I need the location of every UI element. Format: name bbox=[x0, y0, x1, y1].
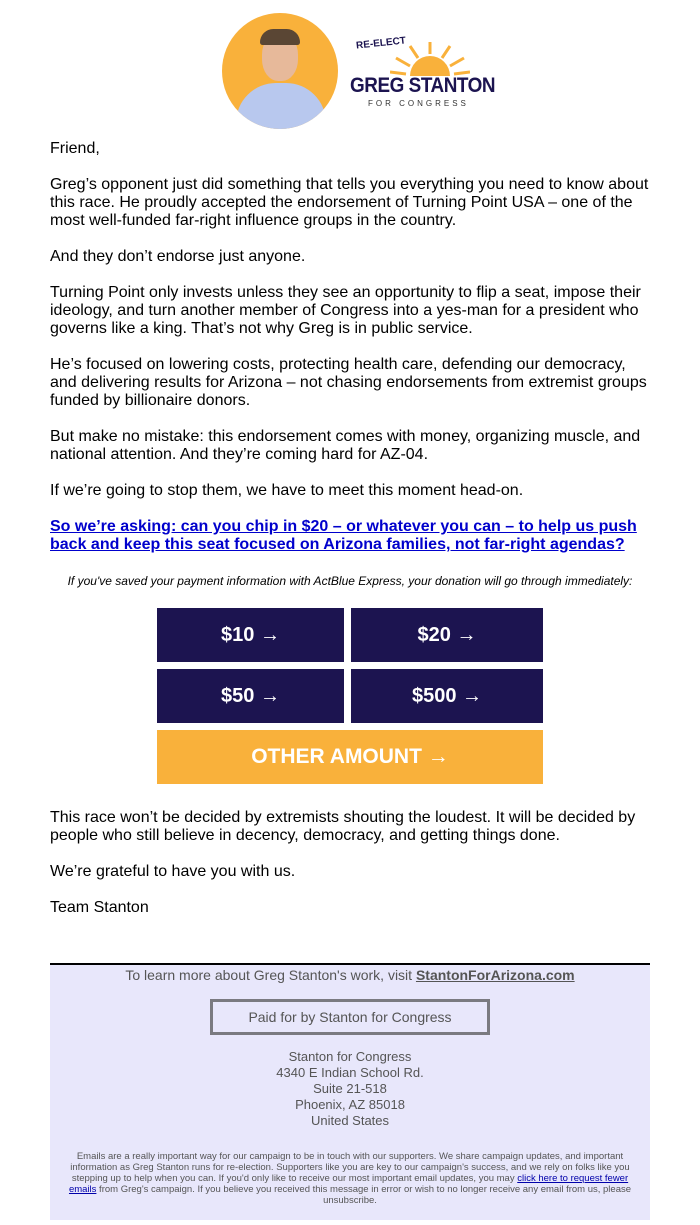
donate-other-amount-button[interactable]: OTHER AMOUNT → bbox=[157, 730, 543, 784]
paragraph: And they don’t endorse just anyone. bbox=[50, 248, 306, 265]
fine-print-text: Emails are a really important way for our campaign to be in touch with our supporters. We share campaign updates, and important information as Greg Stanton runs for re-election. Supporters like you are key to our campaign's success, and we rely on folks like you stepping up to help when you can. If you'd only like to receive our most important email updates, you may bbox=[70, 1151, 630, 1184]
donate-50-button[interactable]: $50 → bbox=[157, 669, 344, 723]
address-line: Suite 21-518 bbox=[313, 1081, 387, 1096]
donation-buttons bbox=[157, 608, 543, 784]
fine-print bbox=[60, 1151, 640, 1206]
sun-icon bbox=[390, 42, 470, 76]
email-body bbox=[0, 140, 700, 917]
address-line: United States bbox=[310, 1113, 390, 1128]
logo-re-elect: RE-ELECT bbox=[355, 35, 407, 52]
address-line: 4340 E Indian School Rd. bbox=[276, 1065, 424, 1080]
address-line: Phoenix, AZ 85018 bbox=[295, 1097, 405, 1112]
logo-subtitle: FOR CONGRESS bbox=[368, 99, 469, 108]
mailing-address bbox=[60, 1049, 640, 1129]
learn-more-text: To learn more about Greg Stanton's work, visit bbox=[125, 967, 416, 983]
fewer-emails-link[interactable]: click here to request fewer emails bbox=[68, 1173, 629, 1195]
paragraph: Turning Point only invests unless they see an opportunity to flip a seat, impose their ideology, and turn another member of Congress into a yes-man for a president who governs like a king. That’s not why Greg is in public service. bbox=[50, 284, 641, 337]
greeting: Friend, bbox=[50, 140, 100, 157]
paragraph: But make no mistake: this endorsement comes with money, organizing muscle, and national attention. And they’re coming hard for AZ-04. bbox=[50, 428, 641, 463]
paid-for-disclaimer: Paid for by Stanton for Congress bbox=[210, 999, 490, 1035]
signature: Team Stanton bbox=[50, 899, 149, 916]
paragraph: He’s focused on lowering costs, protecting health care, defending our democracy, and delivering results for Arizona – not chasing endorsements from extremist groups funded by billionaire donors. bbox=[50, 356, 647, 409]
candidate-photo bbox=[222, 13, 338, 129]
paragraph: If we’re going to stop them, we have to meet this moment head-on. bbox=[50, 482, 524, 499]
paragraph: We’re grateful to have you with us. bbox=[50, 863, 296, 880]
fine-print-text: from Greg's campaign. If you believe you received this message in error or wish to no longer receive any email from us, please unsubscribe. bbox=[96, 1184, 632, 1206]
donate-20-button[interactable]: $20 → bbox=[351, 608, 543, 662]
address-line: Stanton for Congress bbox=[288, 1049, 412, 1064]
actblue-express-note: If you've saved your payment information with ActBlue Express, your donation will go through immediately: bbox=[67, 574, 633, 588]
paragraph: This race won’t be decided by extremists shouting the loudest. It will be decided by people who still believe in decency, democracy, and getting things done. bbox=[50, 809, 636, 844]
donate-10-button[interactable]: $10 → bbox=[157, 608, 344, 662]
email-header bbox=[0, 0, 700, 140]
paragraph: Greg’s opponent just did something that tells you everything you need to know about this race. He proudly accepted the endorsement of Turning Point USA – one of the most well-funded far-right influence groups in the country. bbox=[50, 176, 649, 229]
campaign-logo bbox=[350, 30, 496, 115]
donate-500-button[interactable]: $500 → bbox=[351, 669, 543, 723]
donate-cta-link[interactable]: So we’re asking: can you chip in $20 – or whatever you can – to help us push back and keep this seat focused on Arizona families, not far-right agendas? bbox=[50, 518, 637, 553]
website-link[interactable]: StantonForArizona.com bbox=[415, 967, 575, 983]
email-footer bbox=[50, 963, 650, 1220]
logo-name: GREG STANTON bbox=[350, 74, 496, 97]
